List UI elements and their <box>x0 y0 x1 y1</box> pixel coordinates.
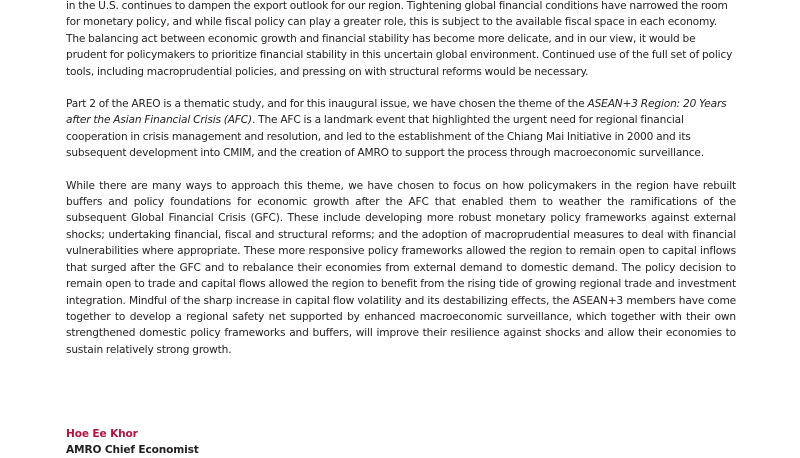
paragraph-thematic-study-start: Part 2 of the AREO is a thematic study, and for this inaugural issue, we have chosen the theme of the <box>66 98 588 111</box>
theme-title: ASEAN+3 Region: 20 Years after the Asian Financial Crisis (AFC) <box>66 98 727 127</box>
signature-name: Hoe Ee Khor <box>66 428 138 440</box>
paragraph-outlook: in the U.S. continues to dampen the export outlook for our region. Tightening global financial conditions have narrowed the room for monetary policy, and while fiscal policy can play a greater role, this is subject to the available fiscal space in each economy. The balancing act between economic growth and financial stability has become more delicate, and in our view, it would be prudent for policymakers to prioritize financial stability in this uncertain global environment. Continued use of the full set of policy tools, including macroprudential policies, and pressing on with structural reforms would be necessary. <box>66 0 733 78</box>
paragraph-approach: While there are many ways to approach this theme, we have chosen to focus on how policymakers in the region have rebuilt buffers and policy foundations for economic growth after the AFC that enabled them to weather the ramifications of the subsequent Global Financial Crisis (GFC). These include developing more robust monetary policy frameworks against external shocks; undertaking financial, fiscal and structural reforms; and the adoption of macroprudential measures to deal with financial vulnerabilities where appropriate. These more responsive policy frameworks allowed the region to remain open to capital inflows that surged after the GFC and to rebalance their economies from external demand to domestic demand. The policy decision to remain open to trade and capital flows allowed the region to benefit from the rising tide of growing regional trade and investment integration. Mindful of the sharp increase in capital flow volatility and its destabilizing effects, the ASEAN+3 members have come together to develop a regional safety net supported by enhanced macroeconomic surveillance, which together with their own strengthened domestic policy frameworks and buffers, will improve their resilience against shocks and allow their economies to sustain relatively strong growth. <box>66 179 736 356</box>
paragraph-thematic-study <box>66 96 736 162</box>
document-body <box>66 0 736 358</box>
signature-block <box>66 426 199 458</box>
paragraph-thematic-study-end: . The AFC is a landmark event that highlighted the urgent need for regional financial cooperation in crisis management and resolution, and led to the establishment of the Chiang Mai Initiative in 2000 and its subsequent development into CMIM, and the creation of AMRO to support the process through macroeconomic surveillance. <box>66 114 704 160</box>
signature-title: AMRO Chief Economist <box>66 444 199 456</box>
